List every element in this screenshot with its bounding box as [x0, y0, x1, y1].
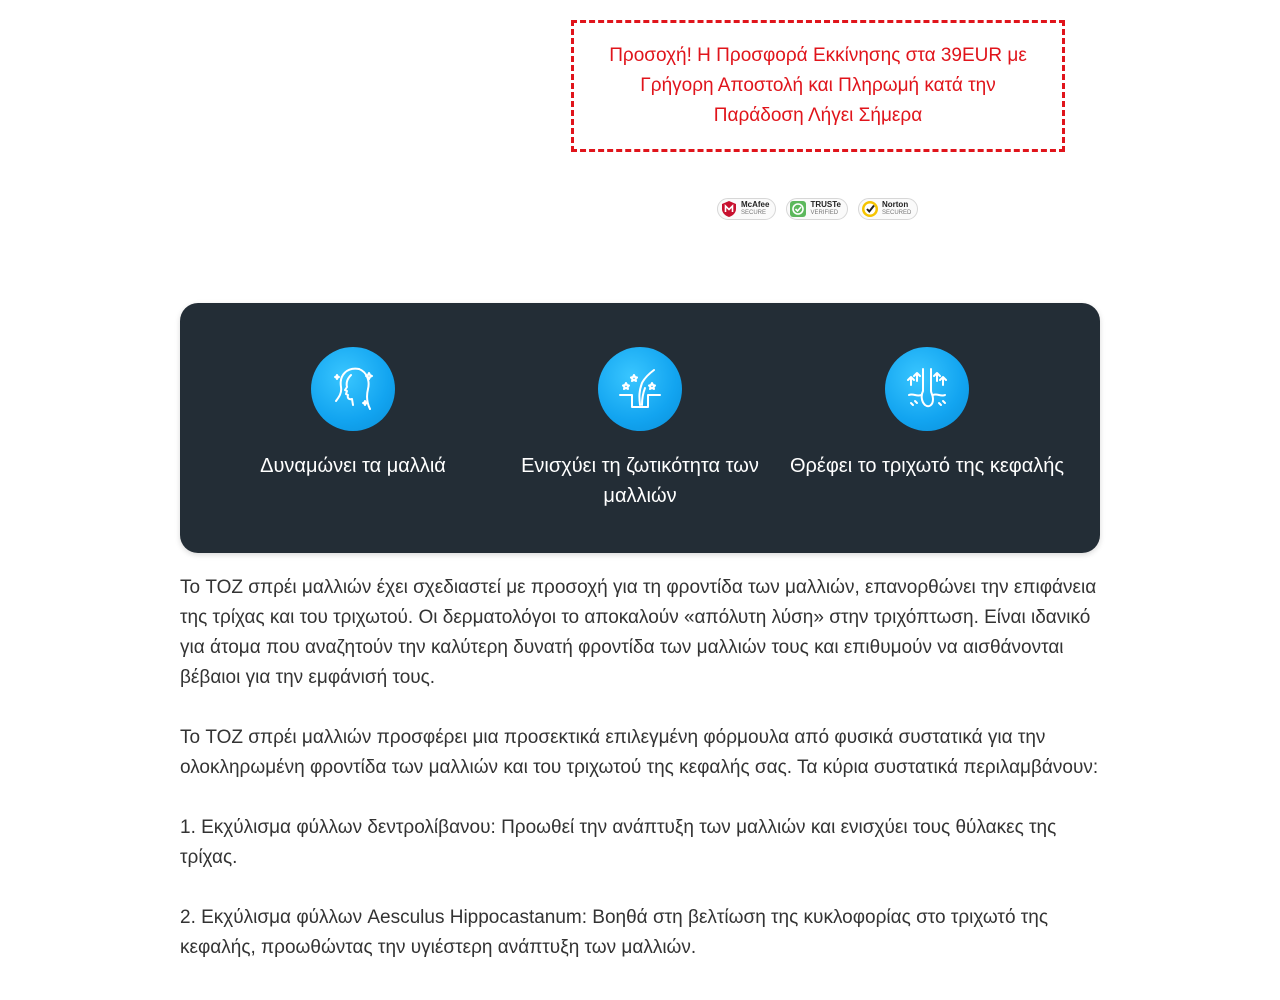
feature-nourishes-scalp	[787, 347, 1067, 481]
hair-follicle-stars-icon	[598, 347, 682, 431]
badge-name: McAfee	[741, 200, 770, 209]
product-description	[180, 573, 1110, 993]
norton-check-icon	[861, 200, 879, 218]
hair-root-growth-icon	[885, 347, 969, 431]
feature-label: Θρέφει το τριχωτό της κεφαλής	[789, 455, 1065, 477]
mcafee-shield-icon	[720, 200, 738, 218]
badge-sub: SECURED	[881, 210, 912, 216]
feature-vitality	[500, 347, 780, 511]
truste-badge	[786, 198, 848, 220]
badge-name: TRUSTe	[810, 200, 841, 209]
offer-warning-box	[571, 20, 1065, 152]
face-profile-icon	[311, 347, 395, 431]
badge-sub: SECURE	[741, 210, 767, 216]
badge-sub: VERIFIED	[810, 210, 839, 216]
description-paragraph: Το TOZ σπρέι μαλλιών προσφέρει μια προσεκτικά επιλεγμένη φόρμουλα από φυσικά συστατικά για την ολοκληρωμένη φροντίδα των μαλλιών και του τριχωτού της κεφαλής σας. Τα κύρια συστατικά περιλαμβάνουν:	[180, 727, 1099, 778]
ingredient-item: 2. Εκχύλισμα φύλλων Aesculus Hippocastanum: Βοηθά στη βελτίωση της κυκλοφορίας στο τριχωτό της κεφαλής, προωθώντας την υγιέστερη ανάπτυξη των μαλλιών.	[180, 907, 1049, 958]
mcafee-badge	[717, 198, 776, 220]
truste-check-icon	[789, 200, 807, 218]
ingredient-item: 1. Εκχύλισμα φύλλων δεντρολίβανου: Προωθεί την ανάπτυξη των μαλλιών και ενισχύει τους θύλακες της τρίχας.	[180, 817, 1057, 868]
description-paragraph: Το TOZ σπρέι μαλλιών έχει σχεδιαστεί με προσοχή για τη φροντίδα των μαλλιών, επανορθώνει την επιφάνεια της τρίχας και του τριχωτού. Οι δερματολόγοι το αποκαλούν «απόλυτη λύση» στην τριχόπτωση. Είναι ιδανικό για άτομα που αναζητούν την καλύτερη δυνατή φροντίδα των μαλλιών τους και επιθυμούν να αισθάνονται βέβαιοι για την εμφάνισή τους.	[180, 577, 1097, 688]
trust-badges	[717, 198, 918, 220]
feature-label: Ενισχύει τη ζωτικότητα των μαλλιών	[521, 455, 759, 507]
badge-name: Norton	[881, 200, 909, 209]
norton-badge	[858, 198, 918, 220]
feature-label: Δυναμώνει τα μαλλιά	[260, 455, 446, 477]
features-panel	[180, 303, 1100, 553]
offer-warning-text: Προσοχή! Η Προσφορά Εκκίνησης στα 39EUR με Γρήγορη Αποστολή και Πληρωμή κατά την Παράδοση Λήγει Σήμερα	[609, 45, 1027, 126]
feature-strengthens-hair	[213, 347, 493, 481]
